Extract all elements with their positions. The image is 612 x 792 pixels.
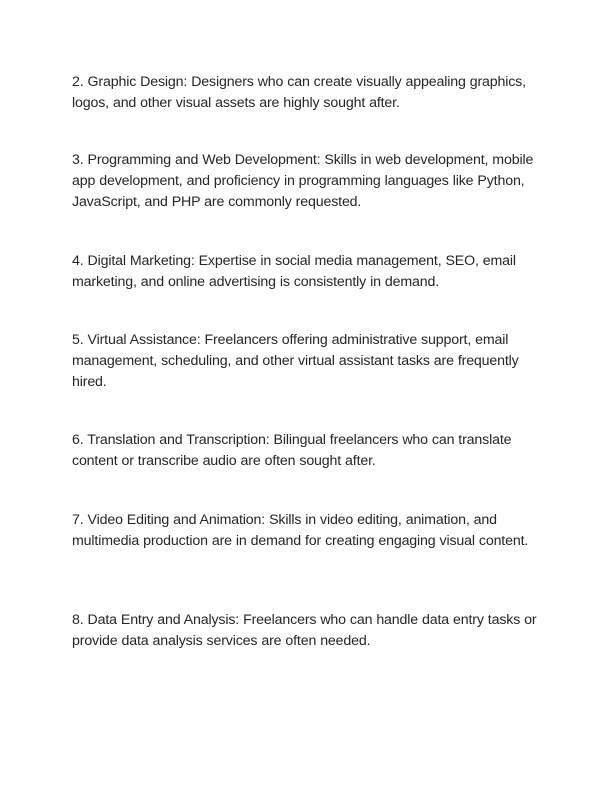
- paragraph-digital-marketing: 4. Digital Marketing: Expertise in social media management, SEO, email marketing, and online advertising is consistently in demand.: [72, 253, 516, 290]
- paragraph-data-entry-analysis: 8. Data Entry and Analysis: Freelancers who can handle data entry tasks or provide data analysis services are often needed.: [72, 612, 537, 649]
- paragraph-virtual-assistance: 5. Virtual Assistance: Freelancers offering administrative support, email management, scheduling, and other virtual assistant tasks are frequently hired.: [72, 332, 519, 390]
- paragraph-translation-transcription: 6. Translation and Transcription: Bilingual freelancers who can translate content or transcribe audio are often sought after.: [72, 432, 512, 469]
- paragraph-graphic-design: 2. Graphic Design: Designers who can create visually appealing graphics, logos, and other visual assets are highly sought after.: [72, 74, 526, 111]
- paragraph-programming-web-development: 3. Programming and Web Development: Skills in web development, mobile app development, and proficiency in programming languages like Python, JavaScript, and PHP are commonly requested.: [72, 152, 534, 210]
- paragraph-video-editing-animation: 7. Video Editing and Animation: Skills in video editing, animation, and multimedia production are in demand for creating engaging visual content.: [72, 512, 529, 549]
